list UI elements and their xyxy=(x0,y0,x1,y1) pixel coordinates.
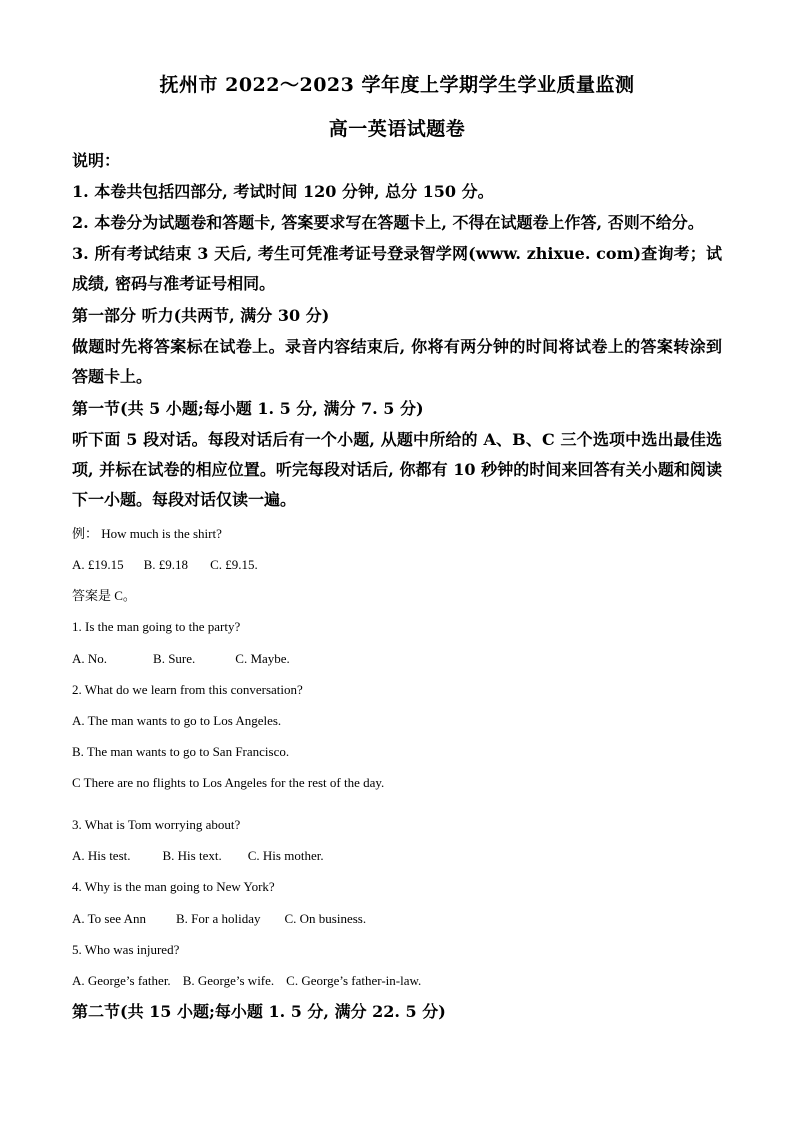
instruction-item: 3. 所有考试结束 3 天后, 考生可凭准考证号登录智学网(www. zhixue. com)查询考；试成绩, 密码与准考证号相同。 xyxy=(72,244,722,293)
option-b: B. George’s wife. xyxy=(182,973,275,988)
option-c: C. His mother. xyxy=(247,848,324,863)
question-5: 5. Who was injured? xyxy=(72,942,180,957)
question-2: 2. What do we learn from this conversation? xyxy=(72,682,303,697)
section2-heading: 第二节(共 15 小题;每小题 1. 5 分, 满分 22. 5 分) xyxy=(72,1002,446,1021)
example-question: 例： How much is the shirt? xyxy=(72,526,222,541)
option-c: C. On business. xyxy=(284,911,367,926)
option-b: B. His text. xyxy=(162,848,222,863)
option-c: C. Maybe. xyxy=(235,651,290,666)
section1-intro: 听下面 5 段对话。每段对话后有一个小题, 从题中所给的 A、B、C 三个选项中选出最佳选项, 并标在试卷的相应位置。听完每段对话后, 你都有 10 秒钟的时间来回答有关小题和阅读下一小题。每段对话仅读一遍。 xyxy=(72,430,722,509)
exam-title: 抚州市 2022～2023 学年度上学期学生学业质量监测 xyxy=(159,74,635,96)
option-b: B. £9.18 xyxy=(143,557,189,572)
instructions-heading: 说明： xyxy=(72,151,121,170)
example-options xyxy=(72,555,258,575)
option-a: A. £19.15 xyxy=(72,557,124,572)
option-b: B. For a holiday xyxy=(175,911,261,926)
question-3-options xyxy=(72,846,324,866)
option-a: A. The man wants to go to Los Angeles. xyxy=(72,713,282,728)
question-4-options xyxy=(72,909,366,929)
option-a: A. To see Ann xyxy=(72,911,146,926)
option-b: B. The man wants to go to San Francisco. xyxy=(72,744,290,759)
part1-heading: 第一部分 听力(共两节, 满分 30 分) xyxy=(72,306,330,325)
exam-subtitle: 高一英语试题卷 xyxy=(328,118,466,140)
instruction-item: 2. 本卷分为试题卷和答题卡, 答案要求写在答题卡上, 不得在试题卷上作答, 否则不给分。 xyxy=(72,213,704,232)
option-a: A. No. xyxy=(72,651,108,666)
option-c: C There are no flights to Los Angeles for the rest of the day. xyxy=(72,775,385,790)
question-4: 4. Why is the man going to New York? xyxy=(72,879,275,894)
question-1: 1. Is the man going to the party? xyxy=(72,619,241,634)
instruction-item: 1. 本卷共包括四部分, 考试时间 120 分钟, 总分 150 分。 xyxy=(72,182,494,201)
question-1-options xyxy=(72,649,290,669)
option-a: A. George’s father. xyxy=(72,973,171,988)
question-5-options xyxy=(72,971,421,991)
option-c: C. £9.15. xyxy=(210,557,258,572)
section1-heading: 第一节(共 5 小题;每小题 1. 5 分, 满分 7. 5 分) xyxy=(72,399,424,418)
option-a: A. His test. xyxy=(72,848,131,863)
option-b: B. Sure. xyxy=(153,651,196,666)
question-3: 3. What is Tom worrying about? xyxy=(72,817,241,832)
option-c: C. George’s father-in-law. xyxy=(286,973,422,988)
example-answer: 答案是 C。 xyxy=(72,588,136,603)
part1-intro: 做题时先将答案标在试卷上。录音内容结束后, 你将有两分钟的时间将试卷上的答案转涂到答题卡上。 xyxy=(72,337,722,386)
